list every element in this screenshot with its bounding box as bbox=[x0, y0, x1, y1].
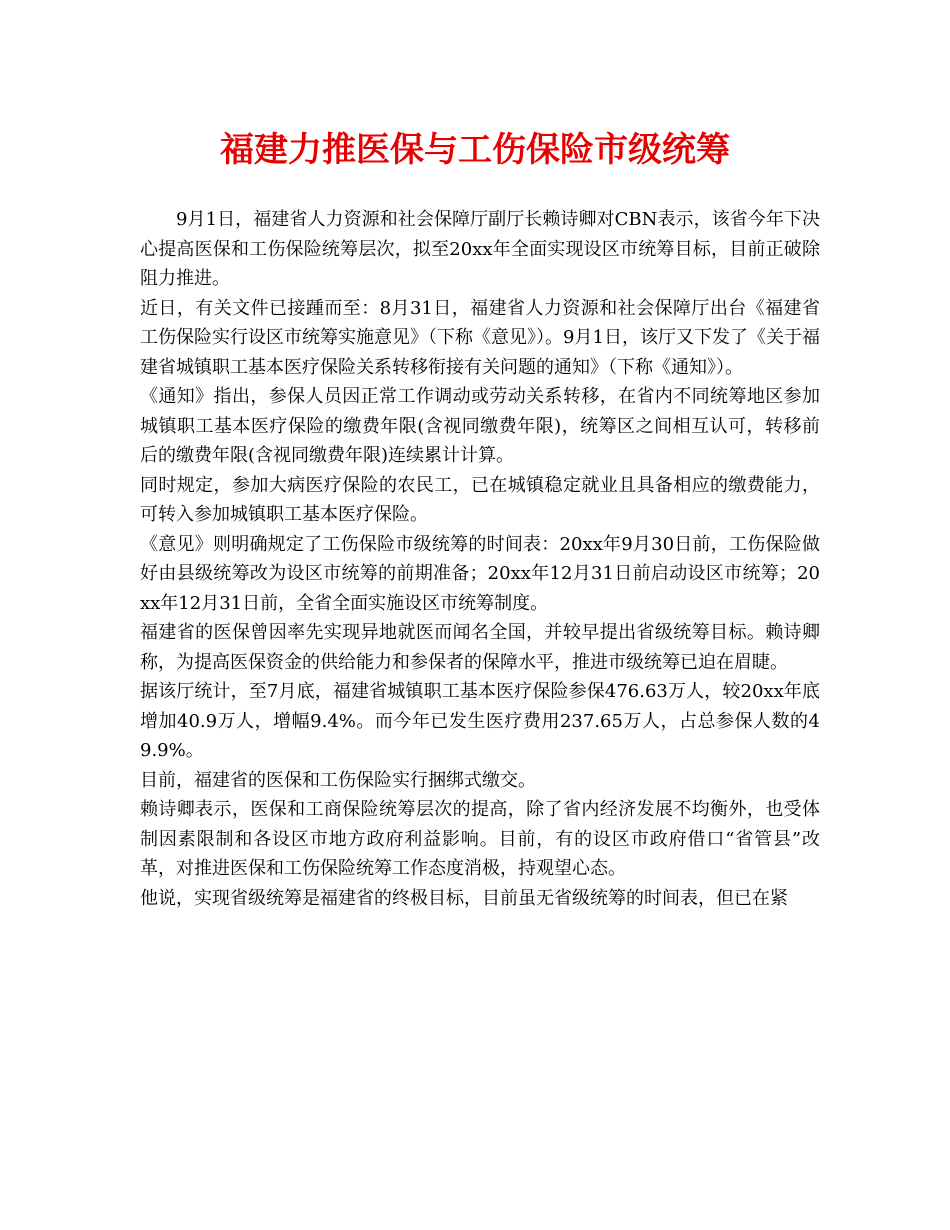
paragraph: 近日，有关文件已接踵而至：8月31日，福建省人力资源和社会保障厅出台《福建省工伤保险实行设区市统筹实施意见》（下称《意见》）。9月1日，该厅又下发了《关于福建省城镇职工基本医疗保险关系转移衔接有关问题的通知》（下称《通知》）。 bbox=[140, 297, 820, 378]
paragraph: 《意见》则明确规定了工伤保险市级统筹的时间表：20xx年9月30日前，工伤保险做好由县级统筹改为设区市统筹的前期准备；20xx年12月31日前启动设区市统筹；20xx年12月31日前，全省全面实施设区市统筹制度。 bbox=[140, 533, 820, 614]
page-title: 福建力推医保与工伤保险市级统筹 bbox=[220, 130, 730, 170]
paragraph: 同时规定，参加大病医疗保险的农民工，已在城镇稳定就业且具备相应的缴费能力，可转入参加城镇职工基本医疗保险。 bbox=[140, 474, 820, 525]
paragraph: 目前，福建省的医保和工伤保险实行捆绑式缴交。 bbox=[140, 769, 536, 791]
paragraph: 福建省的医保曾因率先实现异地就医而闻名全国，并较早提出省级统筹目标。赖诗卿称，为提高医保资金的供给能力和参保者的保障水平，推进市级统筹已迫在眉睫。 bbox=[140, 622, 820, 673]
paragraph: 9月1日，福建省人力资源和社会保障厅副厅长赖诗卿对CBN表示，该省今年下决心提高医保和工伤保险统筹层次，拟至20xx年全面实现设区市统筹目标，目前正破除阻力推进。 bbox=[140, 209, 820, 289]
paragraph: 赖诗卿表示，医保和工商保险统筹层次的提高，除了省内经济发展不均衡外，也受体制因素限制和各设区市地方政府利益影响。目前，有的设区市政府借口“省管县”改革，对推进医保和工伤保险统筹工作态度消极，持观望心态。 bbox=[140, 799, 820, 879]
article-body bbox=[140, 205, 820, 913]
paragraph: 据该厅统计，至7月底，福建省城镇职工基本医疗保险参保476.63万人，较20xx年底增加40.9万人，增幅9.4%。而今年已发生医疗费用237.65万人，占总参保人数的49.9%。 bbox=[140, 681, 820, 761]
paragraph: 他说，实现省级统筹是福建省的终极目标，目前虽无省级统筹的时间表，但已在紧 bbox=[140, 887, 788, 909]
paragraph: 《通知》指出，参保人员因正常工作调动或劳动关系转移，在省内不同统筹地区参加城镇职工基本医疗保险的缴费年限(含视同缴费年限)，统筹区之间相互认可，转移前后的缴费年限(含视同缴费年限)连续累计计算。 bbox=[140, 386, 820, 466]
